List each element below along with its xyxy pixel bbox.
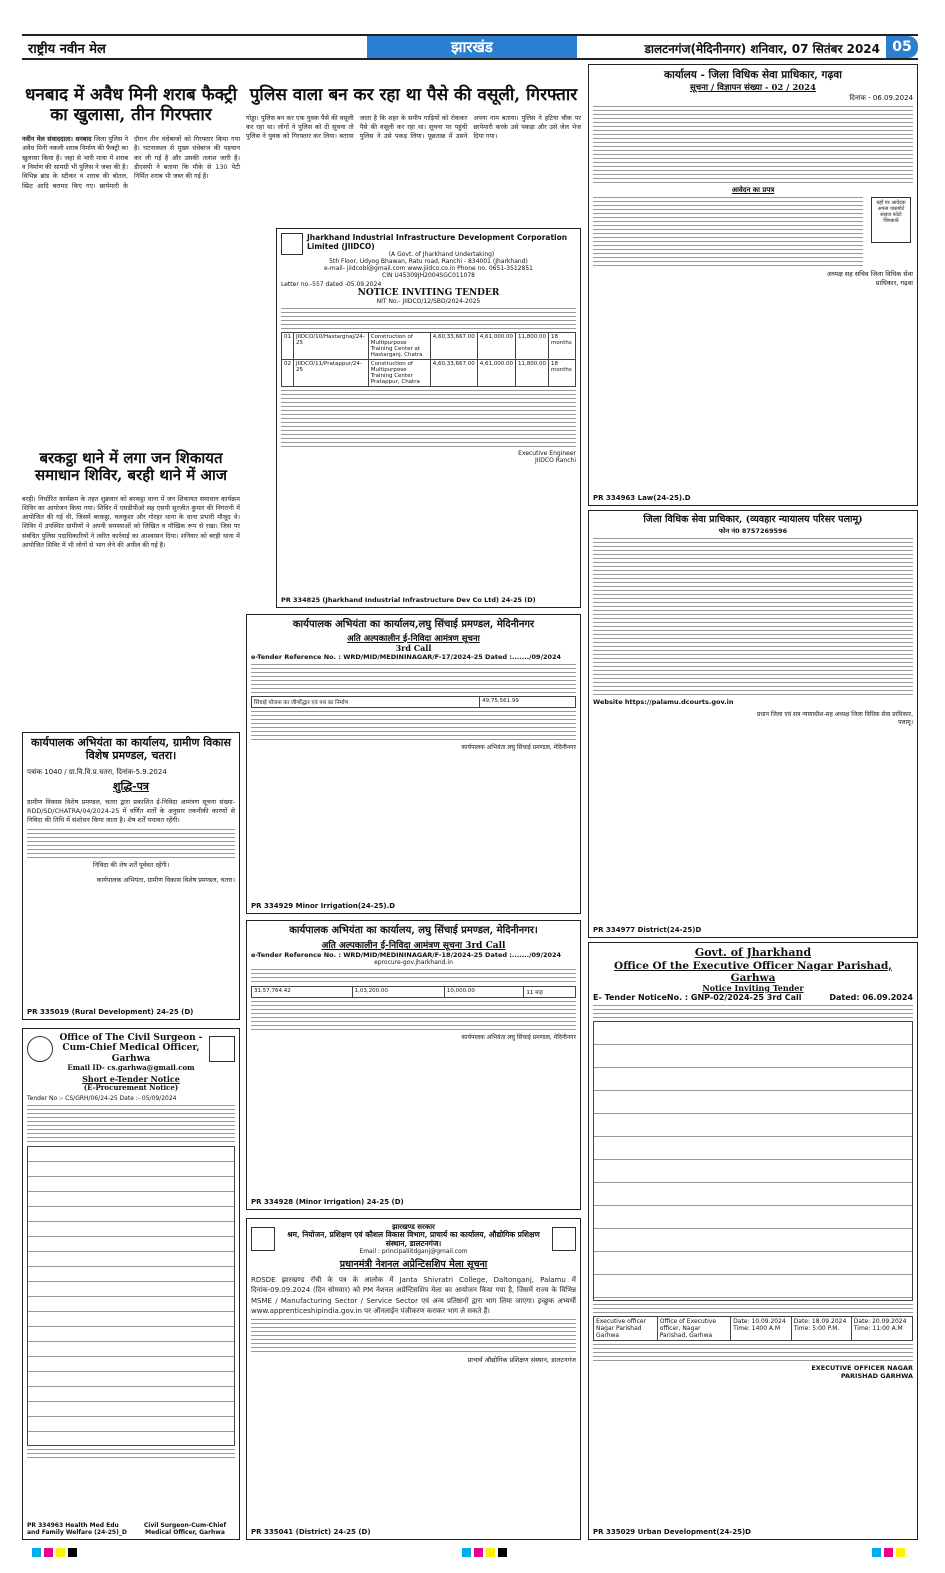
- cell-name: Construction of Multipurpose Training Center at Hastarganj, Chatra: [368, 333, 430, 360]
- ad-body: ग्रामीण विकास विशेष प्रमण्डल, चतरा द्वारा प्रकाशित ई-निविदा आमंत्रण सूचना संख्या-RDD/SD/CHATRA/04/2024-25 में वर्णित शर्तों के अनुसार तकनीकी कारणों से निविदा की तिथि में संशोधन किया जाता है। शेष शर्तें यथावत रहेंगी।: [27, 797, 235, 825]
- body-lines: [251, 1319, 576, 1352]
- ad-title: अति अल्पकालीन ई-निविदा आमंत्रण सूचना 3rd Call: [321, 940, 506, 951]
- cell-officer: Executive officer Nagar Parishad Garhwa: [594, 1316, 658, 1340]
- body-lines: [27, 829, 235, 858]
- masthead-dateline: डालटनगंज(मेदिनीनगर) शनिवार, 07 सितंबर 2024: [644, 42, 880, 56]
- dateline: नवीन मेल संवाददाता। धनबाद: [22, 135, 92, 144]
- pr-number: PR 334963 Health Med Edu and Family Welfare (24-25)_D: [27, 1522, 127, 1536]
- color-registration-strip: [22, 1546, 918, 1560]
- works-table: [593, 1021, 913, 1301]
- ad-website: Website https://palamu.dcourts.gov.in: [593, 697, 734, 706]
- ad-signer: कार्यपालक अभियंता लघु सिंचाई प्रमण्डल, मेदिनीनगर: [461, 1033, 576, 1041]
- detail-lines: [281, 308, 576, 329]
- ad-legal-services-garhwa: [588, 64, 918, 506]
- ad-apprenticeship-mela: [246, 1218, 581, 1540]
- ad-title: Notice Inviting Tender: [702, 982, 804, 993]
- ad-letter: Letter no.-557 dated -05.09.2024: [281, 281, 382, 288]
- ad-title: प्रधानमंत्री नेशनल अप्रेन्टिसशिप मेला सूचना: [339, 1259, 488, 1271]
- jiidco-logo-icon: [281, 233, 303, 255]
- cell-opening: Date: 20.09.2024 Time: 11:00 A.M: [851, 1316, 912, 1340]
- schedule-lines: [251, 664, 576, 693]
- cell-to: Date: 18.09.2024 Time: 5:00 P.M.: [791, 1316, 851, 1340]
- ad-legal-services-palamu: [588, 510, 918, 938]
- ad-signer: प्रधान जिला एवं सत्र न्यायाधीश-सह अध्यक्ष जिला विधिक सेवा प्राधिकार, पलामू।: [756, 710, 913, 726]
- article-text: बरही। निर्धारित कार्यक्रम के तहत शुक्रवार को बरकट्ठा थाना में जन शिकायत समाधान कार्यक्रम शिविर का आयोजन किया गया। शिविर में एसडीपीओ सह एसपी सुरजीत कुमार की निगरानी में आयोजित की गई थी, जिसमें बरकट्ठा, चलकुशा और गोरहर थाना के थाना प्रभारी मौजूद थे। शिविर में उपस्थित ग्रामीणों ने अपनी समस्याओं को लिखित व मौखिक रूप से रखा। जिस पर संबंधित पुलिस पदाधिकारियों ने त्वरित कार्रवाई का आश्वासन दिया। शनिवार को बरही थाना में आयोजित शिविर में भी लोगों से भाग लेने की अपील की गई है।: [22, 494, 240, 549]
- cell-amount: 31,57,764.42: [252, 986, 353, 997]
- nit-number: NIT No.- JIIDCO/12/SBD/2024-2025: [376, 298, 481, 306]
- work-table: [251, 696, 576, 708]
- pr-number: PR 334977 District(24-25)D: [593, 926, 702, 934]
- news-article-fake-police: [246, 86, 581, 141]
- ad-office: कार्यपालक अभियंता का कार्यालय, ग्रामीण विकास विशेष प्रमण्डल, चतरा।: [31, 736, 231, 762]
- ad-office: जिला विधिक सेवा प्राधिकार, (व्यवहार न्यायालय परिसर पलामू): [643, 514, 863, 525]
- footer-lines: [27, 1449, 235, 1458]
- cell-time: 18 months: [549, 360, 576, 387]
- ad-signer: Executive Engineer JIIDCO Ranchi: [518, 450, 576, 465]
- ad-civil-surgeon: [22, 1028, 240, 1540]
- body-lines: [593, 1005, 913, 1018]
- ad-jiidco: [276, 228, 581, 608]
- section-label: झारखंड: [367, 36, 577, 58]
- article-body: [22, 135, 240, 191]
- cell-emd: 4,61,000.00: [477, 333, 515, 360]
- tender-table: [27, 1146, 235, 1446]
- ad-office: कार्यालय - जिला विधिक सेवा प्राधिकार, गढ़वा: [664, 69, 842, 81]
- form-title: आवेदन का प्रपत्र: [731, 184, 775, 194]
- body-lines: [593, 106, 913, 183]
- ad-signer: प्राचार्य औद्योगिक प्रशिक्षण संस्थान, डालटनगंज: [467, 1355, 576, 1364]
- masthead: [22, 34, 918, 60]
- tender-number: E- Tender NoticeNo. : GNP-02/2024-25 3rd Call: [593, 992, 802, 1002]
- ad-sub: (A Govt. of Jharkhand Undertaking): [388, 251, 495, 258]
- cell-emd: 1,03,200.00: [352, 986, 444, 997]
- ad-org: Jharkhand Industrial Infrastructure Development Corporation Limited (JIIDCO): [307, 233, 568, 251]
- ad-signer: कार्यपालक अभियंता लघु सिंचाई प्रमण्डल, मेदिनीनगर: [461, 744, 576, 752]
- ad-cin: CIN U45309JH2004SGC011078: [382, 272, 475, 279]
- ad-nagar-parishad-garhwa: [588, 942, 918, 1540]
- article-text: जिला पुलिस ने अवैध मिनी नकली शराब निर्माण की फैक्ट्री का खुलासा किया है। जहां से भारी मात्रा में शराब व निर्माण की सामग्री भी पुलिस ने जब्त की है। विभिन्न ब्रांड के स्टीकर व शराब की बोतल, स्प्रिट आदि बरामद किए गए। छापेमारी के दौरान तीन धंधेबाजों को गिरफ्तार किया गया है। घटनास्थल से मुख्य धंधेबाज की पहचान कर ली गई है और उसकी तलाश जारी है। डीएसपी ने बताया कि मौके से 130 पेटी निर्मित शराब भी जब्त की गई है।: [22, 135, 240, 190]
- photo-box: यहाँ पर आवेदक अपना पासपोर्ट साइज फोटो चिपकायें: [871, 197, 911, 243]
- terms-lines: [251, 1001, 576, 1030]
- memo-number: पत्रांक 1040 / ग्रा.वि.वि.प्र.चतरा, दिनांक-5.9.2024: [27, 768, 167, 777]
- ad-signer: अध्यक्ष सह सचिव जिला विधिक सेवा प्राधिकार, गढ़वा: [826, 269, 913, 287]
- ad-office: कार्यपालक अभियंता का कार्यालय,लघु सिंचाई प्रमण्डल, मेदिनीनगर: [292, 619, 535, 630]
- table-row: [282, 360, 576, 387]
- ad-body: RDSDE झारखण्ड रॉची के पत्र के आलोक में Janta Shivratri College, Daltonganj, Palamu में दिनांक-09.09.2024 (दिन सोमवार) को PM नेशनल अप्रेन्टिसशिप मेला का आयोजन किया गया है, जिसमें राज्य के विभिन्न MSME / Manufacturing Sector / Service Sector एवं अन्य प्रतिष्ठानों द्वारा भाग लिया जाएगा। इच्छुक अभ्यर्थी www.apprenticeshipindia.gov.in पर ऑनलाईन पंजीकरण कराकर भाग ले सकते हैं।: [251, 1276, 576, 1315]
- ad-signer: Civil Surgeon-Cum-Chief Medical Officer, Garhwa: [143, 1522, 227, 1536]
- cell-sl: 01: [282, 333, 294, 360]
- cell-fee: 11,800.00: [516, 360, 549, 387]
- cell-ref: JIIDCO/11/Pratappur/24-25: [294, 360, 369, 387]
- article-text: गोड्डा। पुलिस बन कर एक युवक पैसे की वसूली कर रहा था। लोगों ने पुलिस को दी सूचना तो पुलिस ने युवक को गिरफ्तार कर लिया। बताया जाता है कि शहर के समीप गाड़ियों को रोककर पैसे की वसूली कर रहा था। सूचना पर पहुंची पुलिस ने उसे पकड़ लिया। पूछताछ में उसने अपना नाम बताया। पुलिस ने हटिया चौक पर छापेमारी करके उसे पकड़ा और उसे जेल भेज दिया गया।: [246, 113, 581, 141]
- ad-office: Office of The Civil Surgeon -Cum-Chief Medical Officer, Garhwa: [59, 1033, 203, 1064]
- notes-lines: [593, 1304, 913, 1313]
- news-article-dhanbad: [22, 86, 240, 191]
- headline: बरकट्ठा थाने में लगा जन शिकायत समाधान शिविर, बरही थाने में आज: [35, 449, 227, 485]
- ad-gov: Govt. of Jharkhand: [694, 946, 812, 959]
- pr-number: PR 334963 Law(24-25).D: [593, 494, 691, 502]
- headline: धनबाद में अवैध मिनी शराब फैक्ट्री का खुलासा, तीन गिरफ्तार: [24, 85, 238, 125]
- cell-time: 18 months: [549, 333, 576, 360]
- ad-minor-irrigation-2: [246, 920, 581, 1210]
- schedule-table: [593, 1316, 913, 1341]
- ad-email: Email : principaliitdganj@gmail.com: [359, 1248, 468, 1256]
- ad-phone: फोन नं0 8757269596: [718, 526, 788, 535]
- cell-cost: 4,60,33,667.00: [430, 360, 477, 387]
- ad-office: Office Of the Executive Officer Nagar Parishad, Garhwa: [614, 959, 892, 984]
- cell-place: Office of Executive officer, Nagar Parishad, Garhwa: [657, 1316, 730, 1340]
- footer-lines: [593, 1344, 913, 1361]
- body-lines: [593, 538, 913, 695]
- pr-number: PR 335041 (District) 24-25 (D): [251, 1528, 371, 1536]
- ad-dept: श्रम, नियोजन, प्रशिक्षण एवं कौशल विकास विभाग, प्राचार्य का कार्यालय, औद्योगिक प्रशिक्षण संस्थान, डालटनगंज।: [287, 1230, 540, 1248]
- ad-footer: निविदा की शेष शर्तें पूर्ववत रहेंगी।: [92, 860, 170, 869]
- ad-title: शुद्धि-पत्र: [112, 780, 149, 794]
- logo-icon: [209, 1036, 235, 1062]
- masthead-title: राष्ट्रीय नवीन मेल: [28, 42, 106, 57]
- table-row: [252, 986, 576, 997]
- ad-address: 5th Floor, Udyog Bhawan, Ratu road, Ranchi - 834001 (Jharkhand): [329, 258, 528, 265]
- pr-number: PR 334825 (Jharkhand Industrial Infrastructure Dev Co Ltd) 24-25 (D): [281, 596, 536, 604]
- table-row: [252, 697, 576, 708]
- terms-lines: [251, 711, 576, 740]
- cell-fee: 11,800.00: [516, 333, 549, 360]
- cell-amount: 49,75,561.99: [480, 697, 576, 708]
- cell-name: सिंचाई योजना का जीर्णोद्धार एवं पथ का निर्माण: [252, 697, 480, 708]
- ad-office: कार्यपालक अभियंता का कार्यालय, लघु सिंचाई प्रमण्डल, मेदिनीनगर।: [289, 925, 538, 936]
- ad-contact: e-mail- jiidcobl@gmail.com www.jiidco.co.in Phone no. 0651-3512851: [324, 265, 533, 272]
- body-lines: [27, 1105, 235, 1142]
- logo-icon: [552, 1227, 576, 1251]
- pr-number: PR 334929 Minor Irrigation(24-25).D: [251, 902, 396, 910]
- cell-months: 11 माह: [524, 986, 576, 997]
- cell-ref: JIIDCO/10/Hastargnaj/24-25: [294, 333, 369, 360]
- cell-from: Date: 10.09.2024 Time: 1400 A.M: [731, 1316, 792, 1340]
- cell-sl: 02: [282, 360, 294, 387]
- cell-name: Construction of Multipurpose Training Center Pratappur, Chatra: [368, 360, 430, 387]
- tender-reference: e-Tender Reference No. : WRD/MID/MEDININAGAR/F-17/2024-25 Dated :......./09/2024: [251, 653, 562, 662]
- ad-email: Email ID- cs.garhwa@gmail.com: [67, 1063, 195, 1073]
- headline: पुलिस वाला बन कर रहा था पैसे की वसूली, गिरफ्तार: [249, 85, 578, 105]
- cell-fee: 10,000.00: [444, 986, 524, 997]
- site-link[interactable]: eprocure-gov.jharkhand.in: [374, 958, 453, 966]
- pr-number: PR 335029 Urban Development(24-25)D: [593, 1528, 751, 1536]
- tender-number: Tender No :- CS/GRH/06/24-25 Date :- 05/09/2024: [27, 1095, 177, 1103]
- pr-number: PR 334928 (Minor Irrigation) 24-25 (D): [251, 1198, 404, 1206]
- page-number: 05: [886, 36, 918, 58]
- ad-subtitle: (E-Procurement Notice): [83, 1083, 179, 1093]
- tender-date: Dated: 06.09.2024: [829, 992, 913, 1002]
- ad-rural-development: [22, 732, 240, 1020]
- tender-reference: e-Tender Reference No. : WRD/MID/MEDININAGAR/F-18/2024-25 Dated :......./09/2024: [251, 950, 562, 959]
- work-table: [251, 986, 576, 998]
- ad-header: झारखण्ड सरकार: [392, 1222, 435, 1231]
- schedule-lines: [251, 969, 576, 982]
- cell-cost: 4,60,33,667.00: [430, 333, 477, 360]
- ad-title: NOTICE INVITING TENDER: [357, 288, 500, 298]
- table-row: [282, 333, 576, 360]
- tender-table: [281, 332, 576, 387]
- ad-signer: EXECUTIVE OFFICER NAGAR PARISHAD GARHWA: [811, 1363, 913, 1380]
- ad-title: अति अल्पकालीन ई-निविदा आमंत्रण सूचना: [347, 633, 480, 644]
- notice-date: दिनांक - 06.09.2024: [849, 93, 913, 102]
- terms-lines: [281, 390, 576, 447]
- form-lines: [593, 197, 863, 266]
- logo-icon: [251, 1227, 275, 1251]
- table-row: [594, 1316, 913, 1340]
- notice-number: सूचना / विज्ञापन संख्या - 02 / 2024: [690, 83, 816, 94]
- ad-title: Short e-Tender Notice: [82, 1074, 180, 1085]
- ad-call: 3rd Call: [395, 643, 432, 654]
- ad-minor-irrigation-1: [246, 614, 581, 914]
- emblem-icon: [27, 1036, 53, 1062]
- cell-emd: 4,61,000.00: [477, 360, 515, 387]
- pr-number: PR 335019 (Rural Development) 24-25 (D): [27, 1008, 194, 1016]
- news-article-barkattha: [22, 450, 240, 550]
- ad-signer: कार्यपालक अभियंता, ग्रामीण विकास विशेष प्रमण्डल, चतरा।: [96, 876, 235, 885]
